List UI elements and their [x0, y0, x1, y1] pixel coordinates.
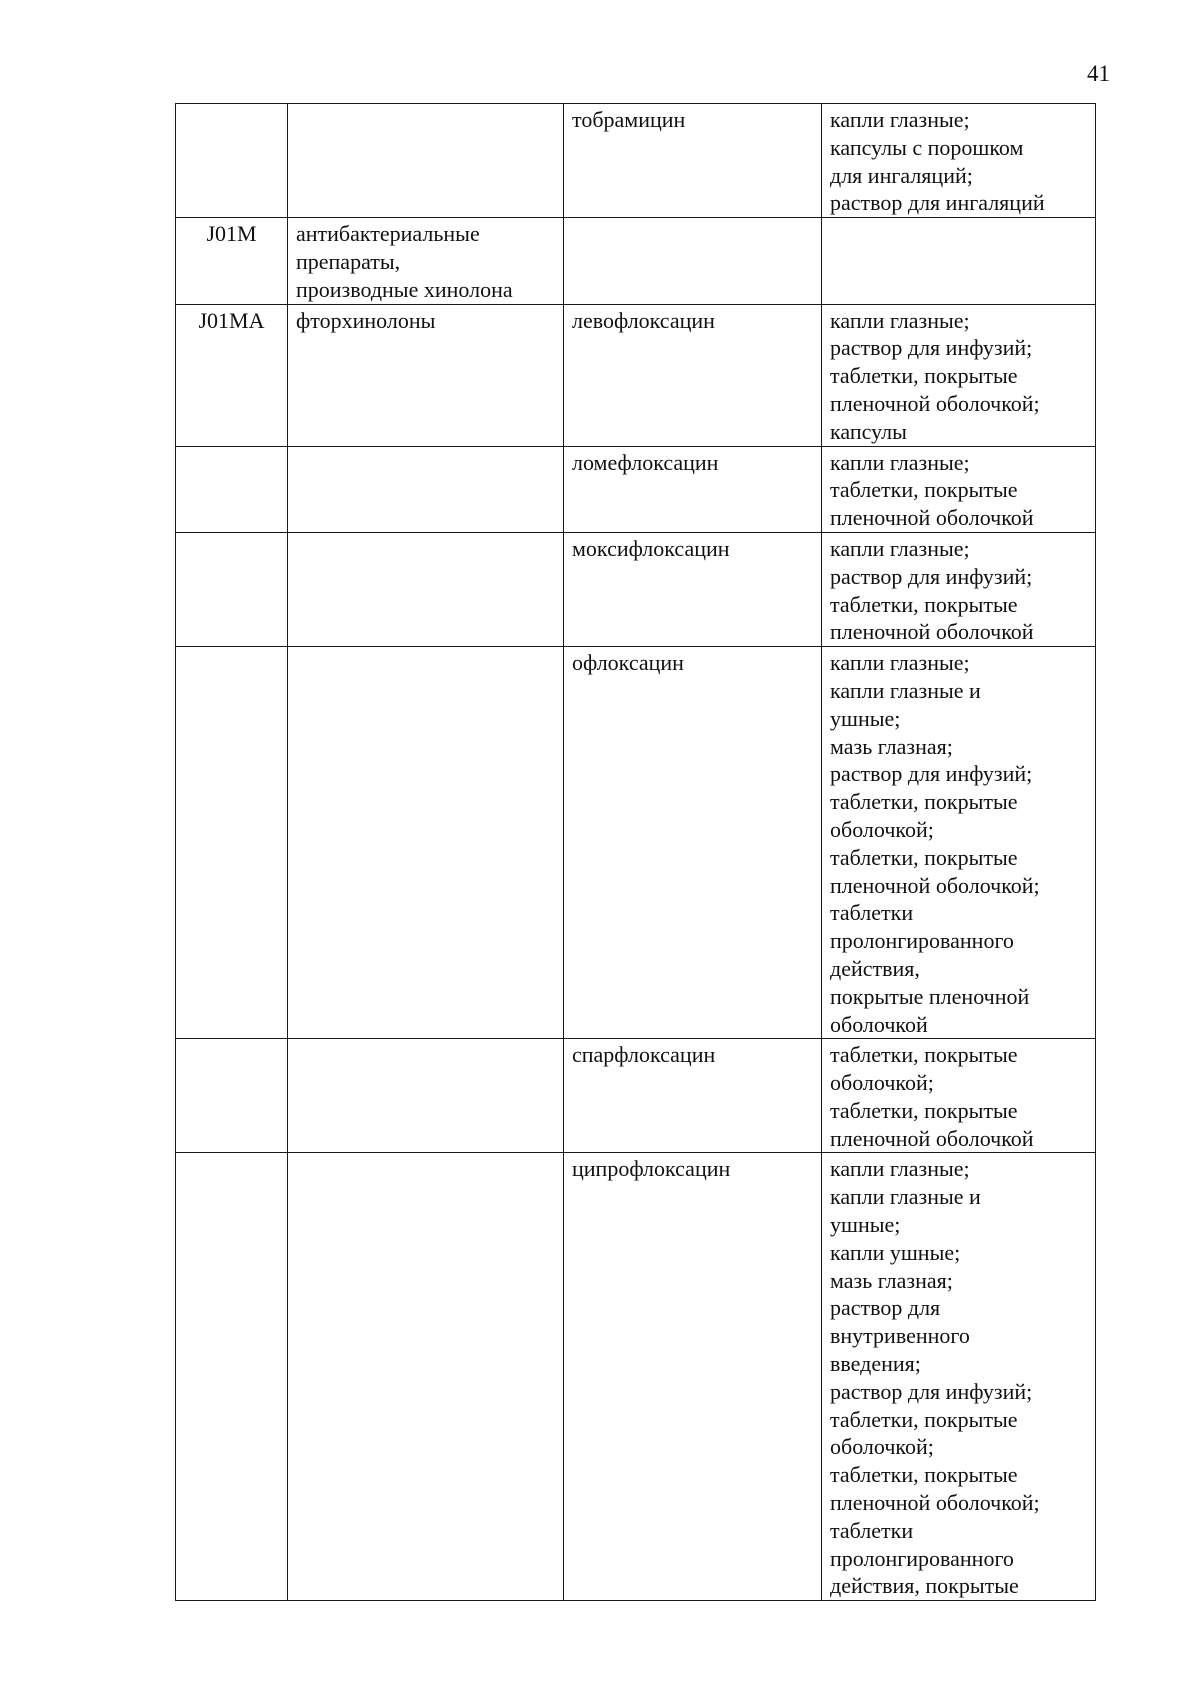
drug-name: ломефлоксацин: [572, 449, 719, 475]
dosage-form-line: таблетки, покрытые: [830, 1042, 1018, 1068]
dosage-form-line: введения;: [830, 1351, 921, 1377]
drug-name-cell: [564, 104, 822, 218]
dosage-form-line: капли глазные;: [830, 449, 970, 475]
dosage-forms-cell: [822, 104, 1096, 218]
dosage-form-line: раствор для инфузий;: [830, 335, 1033, 361]
atc-code: J01M: [206, 221, 257, 247]
dosage-form-line: внутривенного: [830, 1323, 970, 1349]
atc-code-cell: [176, 104, 288, 218]
dosage-form-line: капли глазные;: [830, 307, 970, 333]
table-row: [176, 304, 1096, 446]
dosage-form-line: таблетки, покрытые: [830, 1097, 1018, 1123]
drug-name: ципрофлоксацин: [572, 1156, 731, 1182]
table-row: [176, 104, 1096, 218]
dosage-form-line: таблетки, покрытые: [830, 363, 1018, 389]
dosage-forms-cell: [822, 647, 1096, 1039]
table-body: [176, 104, 1096, 1601]
dosage-form-line: раствор для: [830, 1295, 941, 1321]
atc-code-cell: [176, 304, 288, 446]
dosage-form-line: таблетки, покрытые: [830, 1462, 1018, 1488]
dosage-form-line: оболочкой: [830, 1011, 928, 1037]
dosage-form-line: для ингаляций;: [830, 162, 973, 188]
page-number: 41: [1087, 61, 1110, 86]
drug-name: левофлоксацин: [572, 307, 715, 333]
dosage-form-line: раствор для ингаляций: [830, 190, 1045, 216]
pharmacological-group-cell: [288, 446, 564, 532]
pharmacological-group-line: производные хинолона: [296, 276, 513, 302]
dosage-form-line: пленочной оболочкой;: [830, 390, 1040, 416]
dosage-form-line: пленочной оболочкой;: [830, 872, 1040, 898]
dosage-forms-cell: [822, 1039, 1096, 1153]
atc-code-cell: [176, 1153, 288, 1601]
dosage-form-line: раствор для инфузий;: [830, 1378, 1033, 1404]
table-row: [176, 1039, 1096, 1153]
pharmacological-group-cell: [288, 104, 564, 218]
dosage-form-line: ушные;: [830, 1212, 901, 1238]
dosage-form-line: оболочкой;: [830, 1434, 934, 1460]
pharmacological-group-cell: [288, 532, 564, 646]
pharmacological-group-cell: [288, 304, 564, 446]
drug-table: [175, 103, 1096, 1601]
table-row: [176, 218, 1096, 304]
pharmacological-group-line: препараты,: [296, 248, 401, 274]
atc-code-cell: [176, 1039, 288, 1153]
dosage-form-line: таблетки, покрытые: [830, 1406, 1018, 1432]
dosage-form-line: пленочной оболочкой;: [830, 1490, 1040, 1516]
dosage-form-line: капли глазные и: [830, 677, 981, 703]
atc-code-cell: [176, 446, 288, 532]
pharmacological-group-cell: [288, 647, 564, 1039]
pharmacological-group-line: антибактериальные: [296, 221, 480, 247]
pharmacological-group-cell: [288, 218, 564, 304]
table-row: [176, 1153, 1096, 1601]
dosage-form-line: ушные;: [830, 705, 901, 731]
pharmacological-group-line: фторхинолоны: [296, 307, 436, 333]
table-row: [176, 446, 1096, 532]
dosage-form-line: капли глазные;: [830, 535, 970, 561]
dosage-form-line: пленочной оболочкой: [830, 505, 1034, 531]
dosage-form-line: таблетки: [830, 900, 914, 926]
dosage-form-line: капли ушные;: [830, 1239, 961, 1265]
drug-name: спарфлоксацин: [572, 1042, 716, 1068]
drug-name-cell: [564, 647, 822, 1039]
dosage-form-line: таблетки, покрытые: [830, 591, 1018, 617]
drug-name: офлоксацин: [572, 650, 684, 676]
dosage-form-line: пролонгированного: [830, 928, 1014, 954]
dosage-form-line: капли глазные;: [830, 1156, 970, 1182]
dosage-form-line: капли глазные;: [830, 650, 970, 676]
dosage-form-line: мазь глазная;: [830, 1267, 953, 1293]
dosage-form-line: действия, покрытые: [830, 1573, 1019, 1599]
atc-code-cell: [176, 647, 288, 1039]
dosage-form-line: оболочкой;: [830, 816, 934, 842]
dosage-form-line: действия,: [830, 955, 920, 981]
dosage-form-line: капсулы с порошком: [830, 134, 1024, 160]
dosage-form-line: капли глазные и: [830, 1184, 981, 1210]
dosage-form-line: оболочкой;: [830, 1070, 934, 1096]
dosage-form-line: таблетки, покрытые: [830, 844, 1018, 870]
drug-name-cell: [564, 218, 822, 304]
atc-code-cell: [176, 218, 288, 304]
dosage-form-line: раствор для инфузий;: [830, 761, 1033, 787]
drug-name-cell: [564, 1039, 822, 1153]
atc-code: J01MA: [198, 307, 265, 333]
drug-name: моксифлоксацин: [572, 535, 730, 561]
dosage-form-line: мазь глазная;: [830, 733, 953, 759]
dosage-form-line: таблетки: [830, 1517, 914, 1543]
dosage-form-line: капсулы: [830, 418, 907, 444]
dosage-form-line: раствор для инфузий;: [830, 563, 1033, 589]
drug-name-cell: [564, 1153, 822, 1601]
dosage-form-line: капли глазные;: [830, 107, 970, 132]
dosage-form-line: таблетки, покрытые: [830, 477, 1018, 503]
dosage-form-line: пролонгированного: [830, 1545, 1014, 1571]
drug-name-cell: [564, 446, 822, 532]
dosage-forms-cell: [822, 304, 1096, 446]
dosage-form-line: таблетки, покрытые: [830, 789, 1018, 815]
dosage-forms-cell: [822, 532, 1096, 646]
table-row: [176, 647, 1096, 1039]
dosage-forms-cell: [822, 1153, 1096, 1601]
dosage-forms-cell: [822, 446, 1096, 532]
dosage-forms-cell: [822, 218, 1096, 304]
pharmacological-group-cell: [288, 1153, 564, 1601]
dosage-form-line: пленочной оболочкой: [830, 619, 1034, 645]
dosage-form-line: покрытые пленочной: [830, 983, 1030, 1009]
drug-name: тобрамицин: [572, 107, 686, 132]
drug-name-cell: [564, 304, 822, 446]
atc-code-cell: [176, 532, 288, 646]
pharmacological-group-cell: [288, 1039, 564, 1153]
drug-name-cell: [564, 532, 822, 646]
dosage-form-line: пленочной оболочкой: [830, 1125, 1034, 1151]
table-row: [176, 532, 1096, 646]
